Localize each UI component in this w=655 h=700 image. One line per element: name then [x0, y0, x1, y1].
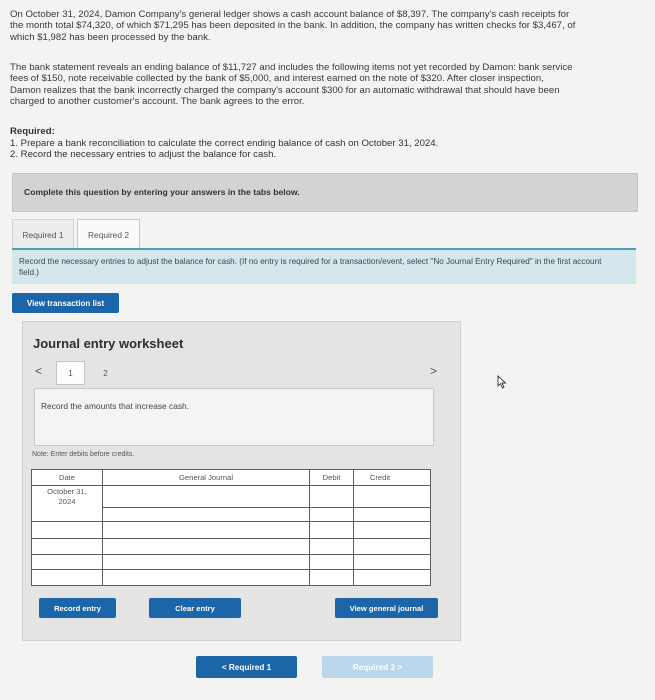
- problem-paragraph-2: [10, 62, 640, 108]
- header-credit: Credit: [369, 473, 391, 482]
- problem-paragraph-1: [10, 9, 640, 43]
- problem-line: fees of $150, note receivable collected by the bank of $5,000, and interest earned on the note of $320. After closer inspection,: [10, 73, 544, 85]
- problem-line: Damon realizes that the bank incorrectly charged the company's account $300 for an automatic withdrawal that should have been: [10, 84, 560, 96]
- row-divider: [103, 507, 430, 508]
- mouse-pointer-icon: [497, 375, 507, 389]
- journal-table: [31, 469, 431, 586]
- problem-line: the month total $74,320, of which $71,295 has been deposited in the bank. In addition, the company has written checks for $3,467, of: [10, 20, 576, 32]
- problem-line: charged to another customer's account. The bank agrees to the error.: [10, 96, 305, 108]
- instruction-text: Record the necessary entries to adjust the balance for cash. (If no entry is required for a transaction/event, select "No Journal Entry Required" in the first account field.): [19, 257, 602, 277]
- required-item-1: 1. Prepare a bank reconciliation to calculate the correct ending balance of cash on October 31, 2024.: [10, 138, 439, 149]
- tab-required-1[interactable]: Required 1: [12, 219, 74, 249]
- row-divider: [32, 538, 430, 539]
- entry-description-box: [34, 388, 434, 446]
- view-transaction-list-button[interactable]: View transaction list: [12, 293, 119, 313]
- record-entry-button[interactable]: Record entry: [39, 598, 116, 618]
- worksheet-title: Journal entry worksheet: [33, 336, 184, 351]
- problem-line: The bank statement reveals an ending balance of $11,727 and includes the following items not yet recorded by Damon: bank service: [10, 62, 573, 73]
- instructions-banner: [12, 173, 638, 212]
- clear-entry-button[interactable]: Clear entry: [149, 598, 241, 618]
- entry-description: Record the amounts that increase cash.: [41, 401, 190, 411]
- row-divider: [32, 554, 430, 555]
- column-divider: [102, 470, 103, 585]
- previous-required-button[interactable]: < Required 1: [196, 656, 297, 678]
- chevron-left-icon[interactable]: <: [35, 364, 43, 378]
- required-item-2: 2. Record the necessary entries to adjust the balance for cash.: [10, 149, 277, 161]
- required-list: [10, 138, 438, 161]
- date-line-1: October 31,: [47, 487, 87, 496]
- column-divider: [353, 470, 354, 585]
- required-heading: Required:: [10, 126, 55, 137]
- journal-table-header: [32, 470, 430, 486]
- problem-line: On October 31, 2024, Damon Company's general ledger shows a cash account balance of $8,397. The company's cash receipts for: [10, 9, 570, 20]
- worksheet-page-1[interactable]: 1: [56, 361, 85, 385]
- tab-instruction: [12, 248, 636, 284]
- debits-note: Note: Enter debits before credits.: [32, 451, 135, 458]
- header-general-journal: General Journal: [178, 473, 234, 482]
- tab-required-2[interactable]: Required 2: [77, 219, 140, 249]
- row-divider: [32, 569, 430, 570]
- date-line-2: 2024: [58, 496, 76, 506]
- chevron-right-icon[interactable]: >: [430, 364, 438, 378]
- row-divider: [32, 521, 430, 522]
- problem-line: which $1,982 has been processed by the bank.: [10, 31, 211, 43]
- banner-text: Complete this question by entering your answers in the tabs below.: [24, 187, 300, 197]
- header-date: Date: [58, 473, 76, 482]
- journal-entry-worksheet: [22, 321, 461, 641]
- next-required-button[interactable]: Required 2 >: [322, 656, 433, 678]
- view-general-journal-button[interactable]: View general journal: [335, 598, 438, 618]
- worksheet-page-2[interactable]: 2: [103, 368, 108, 378]
- column-divider: [309, 470, 310, 585]
- header-debit: Debit: [322, 473, 341, 482]
- date-cell[interactable]: [36, 487, 98, 506]
